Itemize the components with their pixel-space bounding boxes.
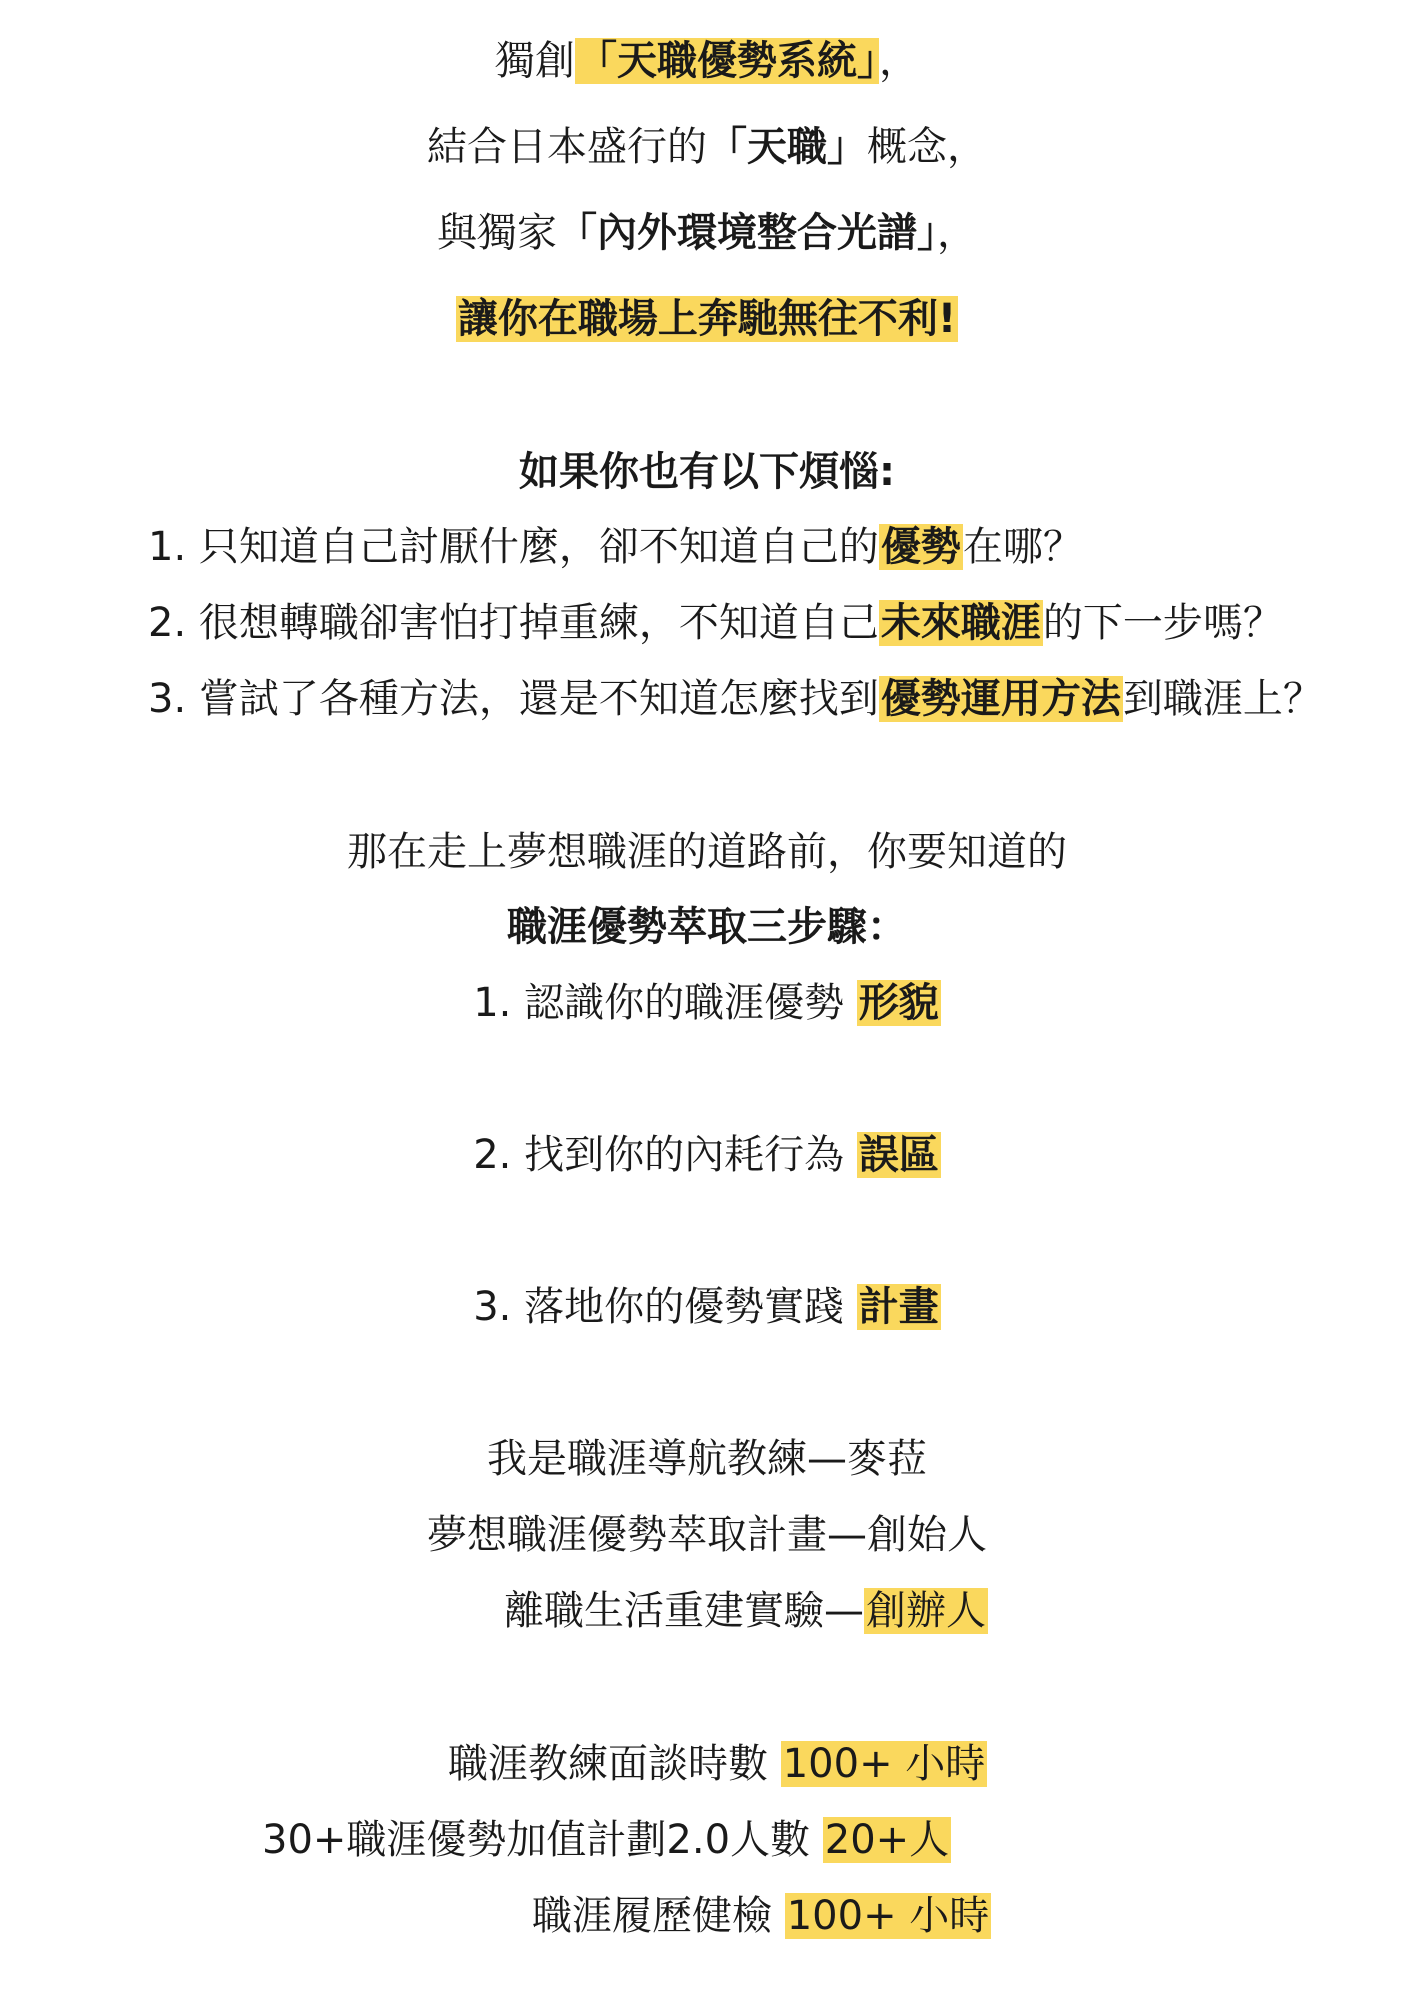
- spectrum-bold: 「內外環境整合光譜」: [557, 210, 937, 256]
- worry-item-2-suffix: 的下一步嗎？: [1042, 600, 1283, 646]
- tenshoku-bold: 「天職」: [707, 124, 867, 170]
- intro-line-4: [0, 290, 1414, 348]
- stat-coaching-hours-value: 100+ 小時: [782, 1741, 986, 1787]
- worry-item-1-text: 1. 只知道自己討厭什麼，卻不知道自己的: [148, 524, 879, 570]
- intro-line-2-prefix: 結合日本盛行的: [427, 124, 707, 170]
- worry-item-3-suffix: 到職涯上？: [1122, 676, 1323, 722]
- step-item-3-text: 3. 落地你的優勢實踐: [473, 1284, 857, 1330]
- step-item-1-highlight: 形貌: [858, 980, 939, 1026]
- intro-line-2: [0, 118, 1414, 176]
- intro-line-3-suffix: ，: [937, 210, 977, 256]
- about-line-3-text: 離職生活重建實驗—: [504, 1588, 864, 1634]
- step-item-2: [0, 1126, 1414, 1184]
- step-item-1-text: 1. 認識你的職涯優勢: [473, 980, 857, 1026]
- about-line-3: [504, 1582, 988, 1640]
- step-item-2-highlight: 誤區: [858, 1132, 939, 1178]
- intro-line-1-prefix: 獨創: [495, 38, 575, 84]
- worry-item-1-suffix: 在哪？: [962, 524, 1083, 570]
- intro-line-1-suffix: ，: [879, 38, 919, 84]
- worry-item-3-highlight: 優勢運用方法: [880, 676, 1121, 722]
- worry-item-1: [148, 518, 1083, 576]
- worry-item-1-highlight: 優勢: [880, 524, 961, 570]
- step-item-3: [0, 1278, 1414, 1336]
- intro-line-1: [0, 32, 1414, 90]
- system-name-highlight: 「天職優勢系統」: [577, 38, 877, 84]
- stat-coaching-hours: [448, 1735, 987, 1793]
- intro-line-2-suffix: 概念，: [867, 124, 987, 170]
- step-item-2-text: 2. 找到你的內耗行為: [473, 1132, 857, 1178]
- stat-program-participants-label: 30+職涯優勢加值計劃2.0人數: [262, 1817, 823, 1863]
- stat-coaching-hours-label: 職涯教練面談時數: [448, 1741, 781, 1787]
- founder-highlight: 創辦人: [866, 1588, 986, 1634]
- stat-resume-review-value: 100+ 小時: [786, 1893, 990, 1939]
- stat-resume-review-label: 職涯履歷健檢: [532, 1893, 785, 1939]
- worry-item-3-text: 3. 嘗試了各種方法，還是不知道怎麼找到: [148, 676, 879, 722]
- stat-program-participants-value: 20+人: [824, 1817, 950, 1863]
- step-item-1: [0, 974, 1414, 1032]
- steps-lead: 那在走上夢想職涯的道路前，你要知道的: [347, 829, 1067, 875]
- worry-item-3: [148, 670, 1323, 728]
- tagline-highlight: 讓你在職場上奔馳無往不利!: [457, 296, 957, 342]
- worry-item-2-highlight: 未來職涯: [880, 600, 1041, 646]
- intro-line-3: [0, 204, 1414, 262]
- step-item-3-highlight: 計畫: [858, 1284, 939, 1330]
- about-line-1: 我是職涯導航教練—麥菈: [487, 1436, 927, 1482]
- worries-heading: 如果你也有以下煩惱:: [519, 449, 895, 495]
- stat-resume-review: [532, 1887, 991, 1945]
- worry-item-2-text: 2. 很想轉職卻害怕打掉重練，不知道自己: [148, 600, 879, 646]
- worry-item-2: [148, 594, 1283, 652]
- steps-heading: 職涯優勢萃取三步驟：: [507, 904, 907, 950]
- stat-program-participants: [262, 1811, 951, 1869]
- intro-line-3-prefix: 與獨家: [437, 210, 557, 256]
- about-line-2: 夢想職涯優勢萃取計畫—創始人: [427, 1512, 987, 1558]
